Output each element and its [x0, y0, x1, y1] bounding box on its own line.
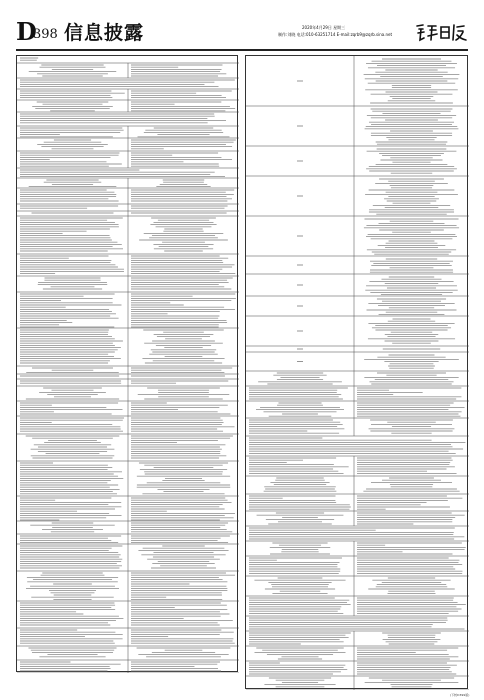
continuation-note: (下转D399版): [450, 693, 470, 697]
left-table-text-block: [17, 56, 239, 673]
section-title: 信息披露: [64, 22, 145, 44]
newspaper-logo: [414, 20, 470, 44]
left-disclosure-table: [16, 55, 238, 672]
editor-contact: 制作:刘晓 电话:010-63251714 E-mail:zqrb9@zqrb.sina.net: [278, 32, 393, 37]
page-number: 398: [33, 27, 58, 42]
header-rule: [16, 49, 468, 51]
right-disclosure-table: [245, 55, 468, 689]
page-letter: D: [16, 17, 37, 46]
right-table-text-block: [246, 56, 469, 690]
masthead: [16, 17, 468, 46]
issue-date: 2020年4月29日 星期三: [302, 25, 346, 30]
